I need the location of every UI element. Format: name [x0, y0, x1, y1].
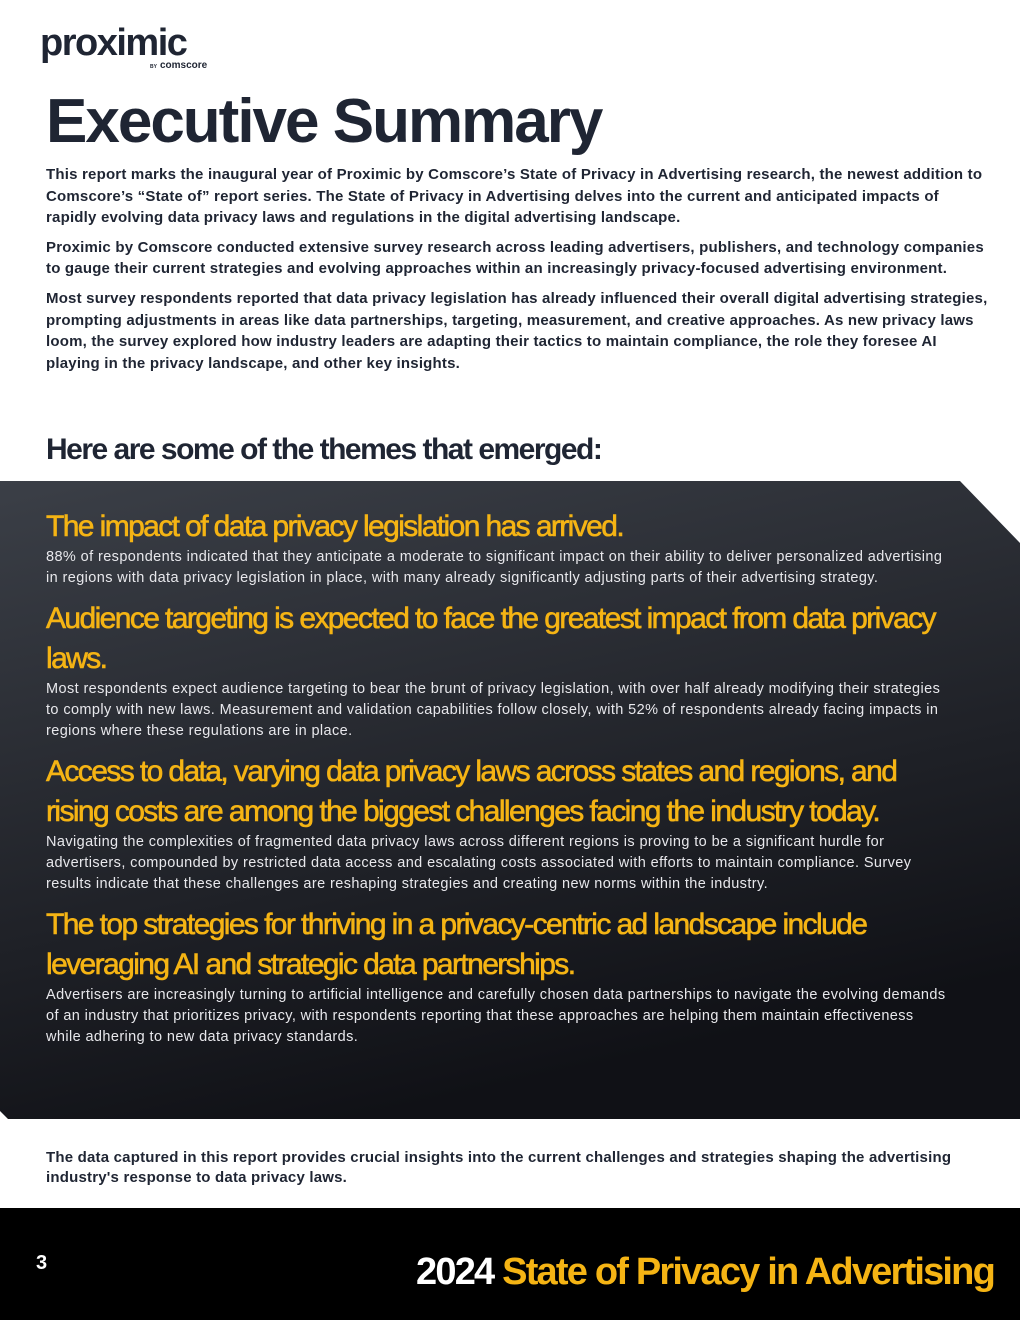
- report-name: State of Privacy in Advertising: [502, 1251, 994, 1293]
- themes-list: [46, 507, 946, 1058]
- page-number: 3: [36, 1252, 48, 1274]
- theme-body: Most respondents expect audience targeting to bear the brunt of privacy legislation, with over half already modifying their strategies to comply with new laws. Measurement and validation capabilities follow closely, with 52% of respondents already facing impacts in regions where these regulations are in place.: [46, 681, 941, 739]
- theme-heading: The top strategies for thriving in a privacy-centric ad landscape include leveraging AI and strategic data partnerships.: [46, 908, 867, 981]
- proximic-logo: [40, 22, 208, 74]
- intro-paragraph: Most survey respondents reported that data privacy legislation has already influenced their overall digital advertising strategies, prompting adjustments in areas like data partnerships, targeting, measurement, and creative approaches. As new privacy laws loom, the survey explored how industry leaders are adapting their tactics to maintain compliance, the role they foresee AI playing in the privacy landscape, and other key insights.: [46, 289, 988, 372]
- theme-body: 88% of respondents indicated that they anticipate a moderate to significant impact on their ability to deliver personalized advertising in regions with data privacy legislation in place, with many already significantly adjusting parts of their advertising strategy.: [46, 549, 943, 586]
- page-title: Executive Summary: [46, 87, 602, 156]
- logo-wordmark: proximic: [40, 22, 187, 64]
- logo-byline: BY comscore: [150, 60, 208, 71]
- theme-body: Navigating the complexities of fragmented data privacy laws across different regions is proving to be a significant hurdle for advertisers, compounded by restricted data access and escalating costs associated with efforts to maintain compliance. Survey results indicate that these challenges are reshaping strategies and creating new norms within the industry.: [46, 834, 912, 892]
- intro-paragraph: This report marks the inaugural year of Proximic by Comscore’s State of Privacy in Advertising research, the newest addition to Comscore’s “State of” report series. The State of Privacy in Advertising delves into the current and anticipated impacts of rapidly evolving data privacy laws and regulations in the digital advertising landscape.: [46, 166, 983, 227]
- theme-item: [46, 599, 946, 742]
- footer-bar: [0, 1208, 1020, 1320]
- themes-panel: [0, 481, 1020, 1119]
- theme-heading: Audience targeting is expected to face the greatest impact from data privacy laws.: [46, 602, 935, 675]
- theme-item: [46, 752, 946, 895]
- intro-section: [46, 164, 990, 382]
- closing-paragraph: The data captured in this report provides crucial insights into the current challenges and strategies shaping the advertising industry's response to data privacy laws.: [46, 1149, 952, 1186]
- theme-body: Advertisers are increasingly turning to artificial intelligence and carefully chosen data partnerships to navigate the evolving demands of an industry that prioritizes privacy, with respondents reporting that these approaches are helping them maintain effectiveness while adhering to new data privacy standards.: [46, 987, 946, 1045]
- theme-heading: Access to data, varying data privacy laws across states and regions, and rising costs are among the biggest challenges facing the industry today.: [46, 755, 897, 828]
- theme-item: [46, 507, 946, 589]
- theme-item: [46, 905, 946, 1048]
- intro-paragraph: Proximic by Comscore conducted extensive survey research across leading advertisers, publishers, and technology companies to gauge their current strategies and evolving approaches within an increasingly privacy-focused advertising environment.: [46, 238, 984, 278]
- theme-heading: The impact of data privacy legislation has arrived.: [46, 510, 624, 543]
- report-title: [416, 1248, 994, 1296]
- themes-heading: Here are some of the themes that emerged:: [46, 433, 602, 466]
- report-year: 2024: [416, 1251, 494, 1293]
